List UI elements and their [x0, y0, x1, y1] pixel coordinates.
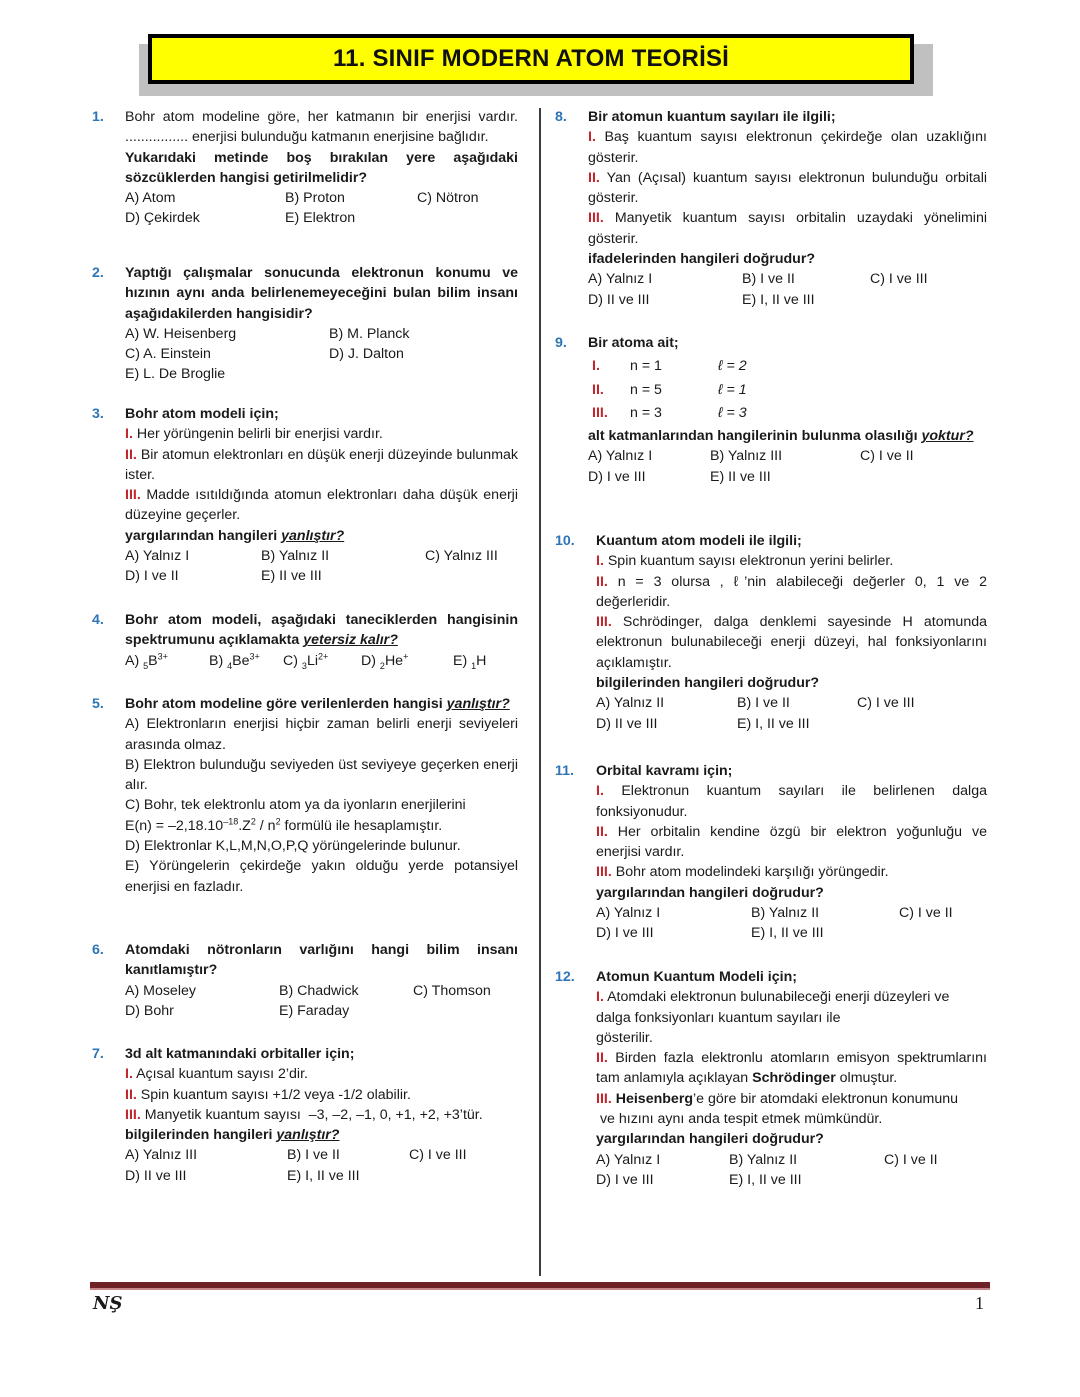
question-stem: Bohr atom modeline göre verilenlerden hangisi yanlıştır? [125, 696, 510, 712]
question-6 [92, 940, 518, 1044]
option-d[interactable]: D) $_2$He+ [361, 650, 409, 671]
question-number: 12. [555, 969, 575, 985]
option-c[interactable]: C) $_3Li^{2+}$ [283, 650, 329, 671]
option-e[interactable]: E) Faraday [279, 1002, 350, 1019]
question-7 [92, 1044, 518, 1186]
question-8 [555, 107, 987, 333]
option-d[interactable]: D) Bohr [125, 1002, 174, 1019]
option-b[interactable]: B) Proton [285, 190, 345, 207]
question-number: 4. [92, 612, 104, 628]
question-ask: yargılarından hangileri doğrudur? [596, 1131, 824, 1148]
statement-3-cont: ve hızını aynı anda tespit etmek mümkündür. [596, 1111, 883, 1128]
option-a[interactable]: A) Yalnız III [125, 1147, 198, 1164]
option-e[interactable]: E) I, II ve III [737, 715, 810, 732]
question-number: 3. [92, 406, 104, 422]
title-banner [148, 34, 914, 84]
option-a[interactable]: A) W. Heisenberg [125, 325, 237, 342]
question-ask: yargılarından hangileri doğrudur? [596, 884, 824, 901]
option-b[interactable]: B) Elektron bulunduğu seviyeden üst seviyeye geçerken enerji alır. [125, 756, 518, 794]
statement-2: II. Birden fazla elektronlu atomların emisyon spektrumlarını tam anlamıyla açıklayan Schrödinger olmuştur. [596, 1050, 987, 1087]
option-a[interactable]: A) Yalnız II [596, 695, 665, 712]
question-number: 8. [555, 109, 567, 125]
question-stem: 3d alt katmanındaki orbitaller için; [125, 1046, 355, 1062]
option-c[interactable]: C) I ve II [899, 905, 953, 922]
option-d[interactable]: D) Çekirdek [125, 210, 200, 227]
question-stem: Atomun Kuantum Modeli için; [596, 969, 797, 985]
question-1 [92, 107, 518, 263]
option-e[interactable]: E) Elektron [285, 210, 356, 227]
question-number: 7. [92, 1046, 104, 1062]
option-d[interactable]: D) J. Dalton [329, 346, 404, 363]
statement-3: III. Schrödinger, dalga denklemi sayesinde H atomunda elektronun bulunabileceği enerji düzeyi, hal fonksiyonlarını açıklamıştır. [596, 614, 987, 671]
question-number: 2. [92, 265, 104, 281]
question-10 [555, 531, 987, 761]
page-title: 11. SINIF MODERN ATOM TEORİSİ [332, 45, 730, 72]
option-c[interactable]: C) I ve III [870, 271, 928, 288]
statement-1: I. Baş kuantum sayısı elektronun çekirdeğe olan uzaklığını gösterir. [588, 129, 987, 166]
option-e[interactable]: E) II ve III [710, 468, 771, 485]
option-c[interactable]: C) I ve III [857, 695, 915, 712]
option-a[interactable]: A) Yalnız I [588, 271, 653, 288]
option-c[interactable]: C) Bohr, tek elektronlu atom ya da iyonların enerjilerini $E(n) = -2,18.10^{-18}.Z^2 / n^2$ formülü ile hesaplamıştır. [125, 797, 466, 834]
statement-3: III. Heisenberg’e göre bir atomdaki elektronun konumunu [596, 1090, 959, 1107]
option-a[interactable]: A) Yalnız I [596, 905, 661, 922]
question-stem: Bohr atom modeli için; [125, 406, 279, 422]
option-a[interactable]: A) $_5B^{3+}$ [125, 650, 168, 671]
question-2 [92, 263, 518, 404]
option-a[interactable]: A) Yalnız I [588, 448, 653, 465]
option-b[interactable]: B) M. Planck [329, 325, 410, 342]
question-number: 11. [555, 763, 574, 779]
question-stem: Bir atomun kuantum sayıları ile ilgili; [588, 109, 836, 125]
option-b[interactable]: B) $_4Be^{3+}$ [209, 650, 260, 671]
question-number: 5. [92, 696, 104, 712]
option-a[interactable]: A) Atom [125, 190, 176, 207]
option-b[interactable]: B) I ve II [742, 271, 795, 288]
statement-1: I. Elektronun kuantum sayıları ile belirlenen dalga fonksiyonudur. [596, 783, 987, 820]
option-b[interactable]: B) Yalnız II [729, 1151, 798, 1168]
option-c[interactable]: C) I ve III [409, 1147, 467, 1164]
left-column [92, 107, 518, 1186]
option-e[interactable]: E) I, II ve III [729, 1171, 802, 1188]
option-c[interactable]: C) A. Einstein [125, 346, 211, 363]
option-b[interactable]: B) I ve II [287, 1147, 340, 1164]
option-d[interactable]: D) I ve III [588, 468, 646, 485]
option-b[interactable]: B) Yalnız III [710, 448, 783, 465]
question-stem: Yukarıdaki metinde boş bırakılan yere aşağıdaki sözcüklerden hangisi getirilmelidir? [125, 149, 518, 186]
footer-rule [90, 1282, 990, 1290]
question-number: 10. [555, 533, 575, 549]
statement-3: III. Manyetik kuantum sayısı orbitalin uzaydaki yönelimini gösterir. [588, 210, 987, 247]
question-9 [555, 333, 987, 531]
question-number: 6. [92, 942, 104, 958]
quantum-row-1: I. n = 1 ℓ = 2 [592, 358, 747, 375]
author-signature: NŞ [93, 1293, 123, 1314]
statement-3: III. Madde ısıtıldığında atomun elektronları daha düşük enerji düzeyine geçerler. [125, 487, 518, 524]
statement-2: II. Yan (Açısal) kuantum sayısı elektronun bulunduğu orbitali gösterir. [588, 169, 987, 207]
question-number: 1. [92, 109, 104, 125]
option-e[interactable]: E) II ve III [261, 568, 322, 585]
question-stem: Atomdaki nötronların varlığını hangi bilim insanı kanıtlamıştır? [125, 942, 518, 979]
option-c[interactable]: C) I ve II [860, 448, 914, 465]
option-e[interactable]: E) Yörüngelerin çekirdeğe yakın olduğu yerde potansiyel enerjisi en fazladır. [125, 858, 518, 895]
option-b[interactable]: B) Yalnız II [261, 548, 330, 565]
option-d[interactable]: D) II ve III [125, 1167, 187, 1184]
question-12 [555, 967, 987, 1190]
question-stem: Bohr atom modeli, aşağıdaki taneciklerden hangisinin spektrumunu açıklamakta yetersiz kalır? [125, 612, 518, 649]
statement-1-cont: gösterilir. [596, 1029, 653, 1046]
quantum-row-3: III. n = 3 ℓ = 3 [592, 404, 747, 421]
option-e[interactable]: E) I, II ve III [742, 291, 815, 308]
option-d[interactable]: D) I ve II [125, 568, 179, 585]
question-stem: Bir atoma ait; [588, 335, 679, 351]
quantum-row-2: II. n = 5 ℓ = 1 [592, 381, 747, 398]
option-d[interactable]: D) II ve III [596, 715, 658, 732]
option-c[interactable]: C) Nötron [417, 190, 479, 207]
statement-1: I. Her yörüngenin belirli bir enerjisi vardır. [125, 426, 383, 443]
question-ask: alt katmanlarından hangilerinin bulunma olasılığı yoktur? [588, 428, 974, 445]
statement-3: III. Manyetik kuantum sayısı –3, –2, –1, 0, +1, +2, +3’tür. [125, 1106, 483, 1123]
question-ask: bilgilerinden hangileri yanlıştır? [125, 1127, 340, 1144]
option-a[interactable]: A) Moseley [125, 982, 196, 999]
statement-2: II. Spin kuantum sayısı +1/2 veya -1/2 olabilir. [125, 1086, 411, 1103]
statement-3: III. Bohr atom modelindeki karşılığı yörüngedir. [596, 864, 889, 881]
question-stem: Kuantum atom modeli ile ilgili; [596, 533, 802, 549]
page-number: 1 [975, 1293, 984, 1313]
statement-2: II. Her orbitalin kendine özgü bir elektron yoğunluğu ve enerjisi vardır. [596, 823, 987, 861]
statement-2: II. Bir atomun elektronları en düşük enerji düzeyinde bulunmak ister. [125, 446, 518, 483]
option-a[interactable]: A) Yalnız I [596, 1151, 661, 1168]
option-d[interactable]: D) II ve III [588, 291, 650, 308]
question-3 [92, 404, 518, 610]
statement-1: I. Atomdaki elektronun bulunabileceği enerji düzeyleri ve dalga fonksiyonları kuantum sayıları ile [596, 989, 950, 1026]
option-b[interactable]: B) Yalnız II [751, 905, 820, 922]
option-e[interactable]: E) I, II ve III [287, 1167, 360, 1184]
question-ask: bilgilerinden hangileri doğrudur? [596, 675, 820, 692]
statement-2: II. n = 3 olursa , ℓ’nin alabileceği değerler 0, 1 ve 2 değerleridir. [596, 573, 987, 610]
statement-1: I. Açısal kuantum sayısı 2’dir. [125, 1066, 308, 1083]
question-number: 9. [555, 335, 567, 351]
option-c[interactable]: C) Thomson [413, 982, 491, 999]
option-d[interactable]: D) I ve III [596, 925, 654, 942]
option-d[interactable]: D) Elektronlar K,L,M,N,O,P,Q yörüngelerinde bulunur. [125, 838, 461, 855]
question-5 [92, 694, 518, 940]
question-ask: ifadelerinden hangileri doğrudur? [588, 251, 816, 268]
question-stem: Yaptığı çalışmalar sonucunda elektronun konumu ve hızının aynı anda belirlenemeyeceğini bulan bilim insanı aşağıdakilerden hangisidir? [125, 265, 518, 322]
option-b[interactable]: B) Chadwick [279, 982, 359, 999]
option-c[interactable]: C) Yalnız III [425, 548, 498, 565]
right-column [555, 107, 987, 1190]
question-11 [555, 761, 987, 967]
question-4 [92, 610, 518, 694]
option-e[interactable]: E) $_1$H [453, 652, 487, 671]
option-e[interactable]: E) I, II ve III [751, 925, 824, 942]
option-e[interactable]: E) L. De Broglie [125, 366, 226, 383]
column-divider [539, 108, 541, 1276]
option-a[interactable]: A) Yalnız I [125, 548, 190, 565]
option-c[interactable]: C) I ve II [884, 1151, 938, 1168]
question-text: Bohr atom modeline göre, her katmanın bir enerjisi vardır. ................ enerjisi bulunduğu katmanın enerjisine bağlıdır. [125, 109, 518, 146]
option-b[interactable]: B) I ve II [737, 695, 790, 712]
statement-1: I. Spin kuantum sayısı elektronun yerini belirler. [596, 553, 894, 570]
option-a[interactable]: A) Elektronların enerjisi hiçbir zaman belirli enerji seviyeleri arasında olmaz. [125, 716, 518, 753]
question-stem: Orbital kavramı için; [596, 763, 733, 779]
question-ask: yargılarından hangileri yanlıştır? [125, 527, 345, 544]
option-d[interactable]: D) I ve III [596, 1171, 654, 1188]
